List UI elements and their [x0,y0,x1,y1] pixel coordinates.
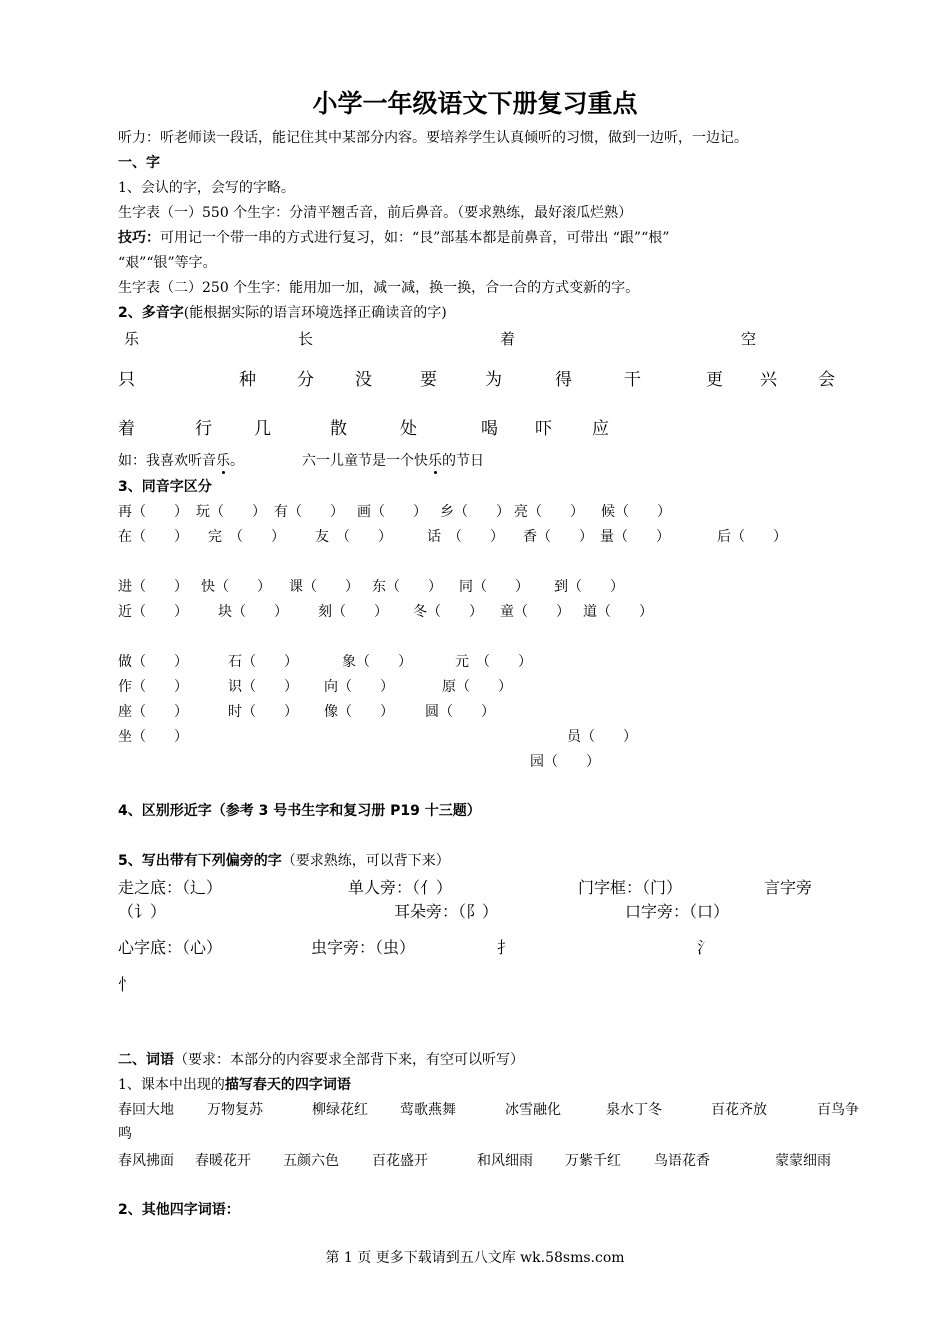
polyphone-char: 应 [592,419,609,439]
polyphone-char: 长 [298,330,314,348]
idiom: 蒙蒙细雨 [775,1153,831,1169]
section1-table1: 生字表（一）550 个生字：分清平翘舌音，前后鼻音。（要求熟练，最好滚瓜烂熟） [118,205,633,221]
homophone-item: 道（ ） [583,604,653,620]
polyphone-char: 没 [355,370,372,390]
radical-item: 耳朵旁：（阝） [394,902,499,921]
polyphone-char: 更 [706,370,723,390]
polyphone-char: 会 [818,370,835,390]
idiom: 万物复苏 [207,1102,263,1118]
radical-item: 忄 [118,975,135,994]
part2-heading-bold: 二、词语 [118,1052,174,1068]
section5-heading-rest: （要求熟练，可以背下来） [281,853,450,869]
idiom: 鸟语花香 [654,1153,710,1169]
homophone-item: 座（ ） [118,704,188,720]
example2-suffix: 的节日 [442,453,484,469]
homophone-item: 亮（ ） [514,504,584,520]
tip-label: 技巧： [118,230,160,246]
homophone-item: 有（ ） [274,504,344,520]
homophone-item: 再（ ） [118,504,188,520]
homophone-item: 话 （ ） [427,529,504,545]
homophone-item: 后（ ） [717,529,787,545]
example-char: 乐 [428,453,442,469]
homophone-item: 坐（ ） [118,729,188,745]
part2-sub1 [118,1074,351,1094]
section1-heading: 一、字 [118,155,160,171]
part2-sub2: 2、其他四字词语： [118,1202,240,1218]
idiom: 柳绿花红 [312,1102,368,1118]
polyphone-char: 散 [330,419,347,439]
homophone-item: 量（ ） [600,529,670,545]
radical-item: 氵 [697,938,714,957]
homophone-item: 近（ ） [118,604,188,620]
idiom: 万紫千红 [565,1153,621,1169]
homophone-item: 刻（ ） [318,604,388,620]
idiom: 春风拂面 [118,1153,174,1169]
idiom: 百花盛开 [372,1153,428,1169]
homophone-item: 作（ ） [118,679,188,695]
homophone-item: 向（ ） [324,679,394,695]
homophone-item: 到（ ） [554,579,624,595]
homophone-item: 友 （ ） [315,529,392,545]
section3-heading: 3、同音字区分 [118,479,212,495]
polyphone-char: 种 [239,370,256,390]
section5-heading-bold: 5、写出带有下列偏旁的字 [118,853,282,869]
idiom: 和风细雨 [477,1153,533,1169]
idiom: 五颜六色 [283,1153,339,1169]
tip-text: 可用记一个带一串的方式进行复习，如：“艮”部基本都是前鼻音，可带出 “跟”“根” [160,230,670,246]
polyphone-char: 处 [400,419,417,439]
polyphone-example-2 [302,450,484,470]
radical-item: 心字底：（心） [118,938,223,957]
polyphone-char: 几 [254,419,271,439]
idiom: 春回大地 [118,1102,174,1118]
homophone-item: 快（ ） [201,579,271,595]
radical-item: 门字框：（门） [578,878,683,897]
radical-item: 扌 [497,938,514,957]
homophone-item: 候（ ） [601,504,671,520]
homophone-item: 元 （ ） [455,654,532,670]
homophone-item: 圆（ ） [425,704,495,720]
example2-prefix: 六一儿童节是一个快 [302,453,428,469]
section1-item1: 1、会认的字，会写的字略。 [118,180,295,196]
section5-heading [118,850,450,870]
radical-item: 言字旁 [764,878,813,897]
section1-tip [118,227,669,247]
example-prefix: 如：我喜欢听音 [118,453,216,469]
radical-item: 口字旁：（口） [625,902,730,921]
section2-heading-bold: 2、多音字 [118,305,184,321]
homophone-item: 识（ ） [228,679,298,695]
radical-item: 单人旁：（亻） [348,878,453,897]
homophone-item: 童（ ） [500,604,570,620]
homophone-item: 象（ ） [342,654,412,670]
idiom: 莺歌燕舞 [400,1102,456,1118]
homophone-item: 原（ ） [442,679,512,695]
section1-table2: 生字表（二）250 个生字：能用加一加，减一减，换一换，合一合的方式变新的字。 [118,280,640,296]
radical-item: 走之底：（辶） [118,878,223,897]
idiom: 百花齐放 [711,1102,767,1118]
polyphone-char: 分 [297,370,314,390]
polyphone-char: 喝 [481,419,498,439]
homophone-item: 香（ ） [523,529,593,545]
polyphone-char: 着 [500,330,516,348]
idiom: 百鸟争 [817,1102,859,1118]
example-suffix: 。 [230,453,244,469]
intro-text: 听力：听老师读一段话，能记住其中某部分内容。要培养学生认真倾听的习惯，做到一边听，一边记。 [118,130,748,146]
homophone-item: 像（ ） [324,704,394,720]
polyphone-example [118,450,244,470]
radical-item: 虫字旁：（虫） [311,938,416,957]
page-footer: 第 1 页 更多下载请到五八文库 wk.58sms.com [325,1250,625,1266]
homophone-item: 同（ ） [459,579,529,595]
homophone-item: 东（ ） [372,579,442,595]
polyphone-char: 只 [118,370,135,390]
polyphone-char: 吓 [535,419,552,439]
part2-heading [118,1049,524,1069]
polyphone-char: 要 [420,370,437,390]
homophone-item: 乡（ ） [440,504,510,520]
sub1-prefix: 1、课本中出现的 [118,1077,225,1093]
homophone-item: 画（ ） [357,504,427,520]
homophone-item: 员（ ） [567,729,637,745]
polyphone-char: 空 [741,330,757,348]
polyphone-char: 得 [555,370,572,390]
homophone-item: 做（ ） [118,654,188,670]
idiom: 春暖花开 [195,1153,251,1169]
page-title: 小学一年级语文下册复习重点 [312,89,638,118]
polyphone-char: 着 [118,419,135,439]
homophone-item: 在（ ） [118,529,188,545]
polyphone-char: 干 [624,370,641,390]
polyphone-char: 行 [195,419,212,439]
homophone-item: 课（ ） [289,579,359,595]
idiom: 冰雪融化 [505,1102,561,1118]
sub1-bold: 描写春天的四字词语 [224,1077,351,1093]
homophone-item: 冬（ ） [413,604,483,620]
idiom-wrap: 鸣 [118,1126,132,1142]
section2-heading [118,302,447,322]
idiom: 泉水丁冬 [606,1102,662,1118]
polyphone-char: 为 [485,370,502,390]
homophone-item: 玩（ ） [196,504,266,520]
part2-heading-rest: （要求：本部分的内容要求全部背下来，有空可以听写） [174,1052,524,1068]
example-char: 乐 [216,453,230,469]
polyphone-char: 兴 [760,370,777,390]
section1-tip-cont: “艰”“银”等字。 [118,255,217,271]
homophone-item: 时（ ） [228,704,298,720]
radical-item: （讠） [118,902,167,921]
homophone-item: 块（ ） [218,604,288,620]
homophone-item: 完 （ ） [208,529,285,545]
section2-heading-rest: (能根据实际的语言环境选择正确读音的字) [183,305,447,321]
homophone-item: 进（ ） [118,579,188,595]
polyphone-char: 乐 [124,330,140,348]
section4-heading: 4、区别形近字（参考 3 号书生字和复习册 P19 十三题） [118,803,481,819]
homophone-item: 园（ ） [530,754,600,770]
homophone-item: 石（ ） [228,654,298,670]
